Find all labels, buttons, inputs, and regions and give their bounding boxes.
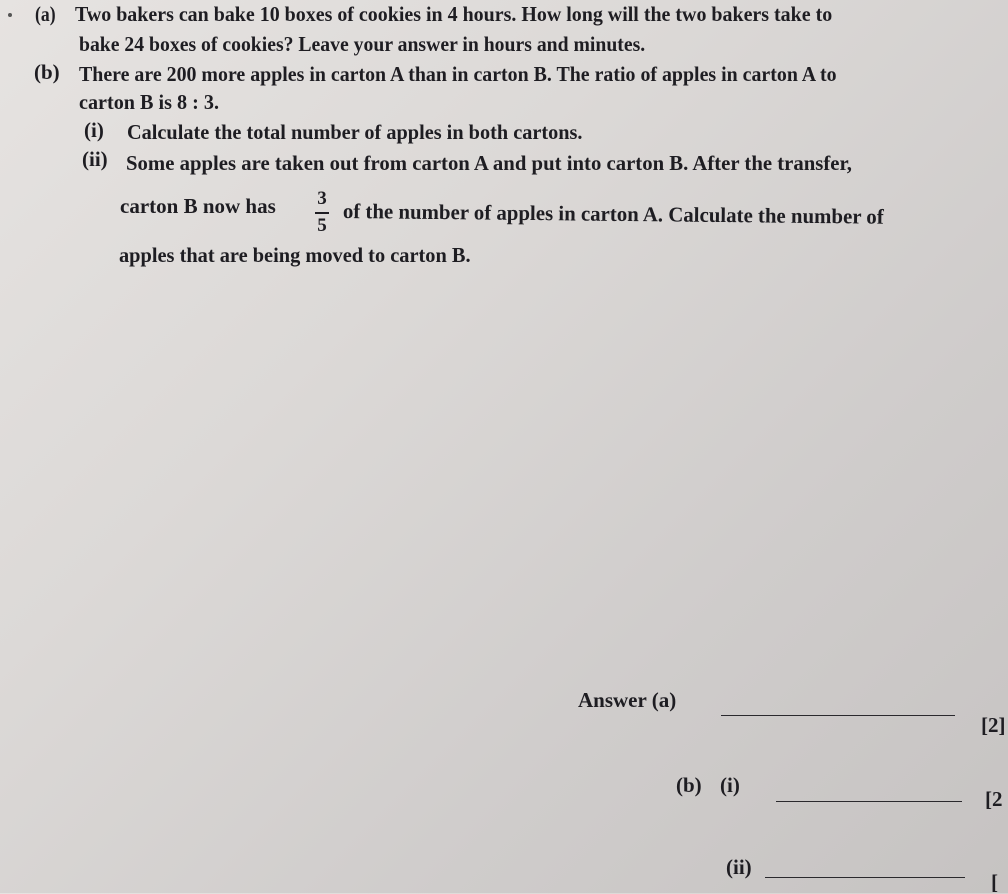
- answer-b-ii-line[interactable]: [765, 877, 965, 878]
- fraction-bar: [315, 212, 329, 214]
- part-b-line-2: carton B is 8 : 3.: [79, 90, 219, 114]
- part-b-ii-line-2-after: of the number of apples in carton A. Calculate the number of: [342, 199, 884, 229]
- answer-b-i-label: (i): [720, 773, 740, 797]
- answer-b-i-line[interactable]: [776, 801, 962, 802]
- answer-b-ii-marks: [: [991, 870, 998, 894]
- answer-b-ii-label: (ii): [726, 855, 752, 879]
- bullet-mark: [8, 13, 12, 17]
- fraction-numerator: 3: [317, 188, 327, 209]
- part-a-label: (a): [35, 2, 56, 26]
- part-b-ii-line-2-before: carton B now has: [120, 194, 276, 218]
- fraction-denominator: 5: [317, 215, 327, 236]
- answer-b-i-marks: [2: [985, 787, 1003, 811]
- part-b-line-1: There are 200 more apples in carton A than in carton B. The ratio of apples in carton A to: [79, 62, 837, 86]
- part-b-i-text: Calculate the total number of apples in both cartons.: [127, 120, 583, 144]
- part-b-ii-label: (ii): [82, 147, 108, 171]
- part-b-i-label: (i): [84, 118, 104, 142]
- part-b-ii-line-1: Some apples are taken out from carton A and put into carton B. After the transfer,: [126, 151, 852, 175]
- answer-a-line[interactable]: [721, 715, 955, 716]
- answer-a-label: Answer (a): [578, 688, 677, 712]
- part-b-ii-line-3: apples that are being moved to carton B.: [119, 243, 471, 267]
- answer-a-marks: [2]: [981, 713, 1006, 737]
- answer-b-label: (b): [676, 773, 702, 797]
- part-a-line-1: Two bakers can bake 10 boxes of cookies in 4 hours. How long will the two bakers take to: [75, 2, 833, 26]
- part-b-label: (b): [34, 60, 60, 84]
- part-a-line-2: bake 24 boxes of cookies? Leave your answer in hours and minutes.: [79, 32, 646, 56]
